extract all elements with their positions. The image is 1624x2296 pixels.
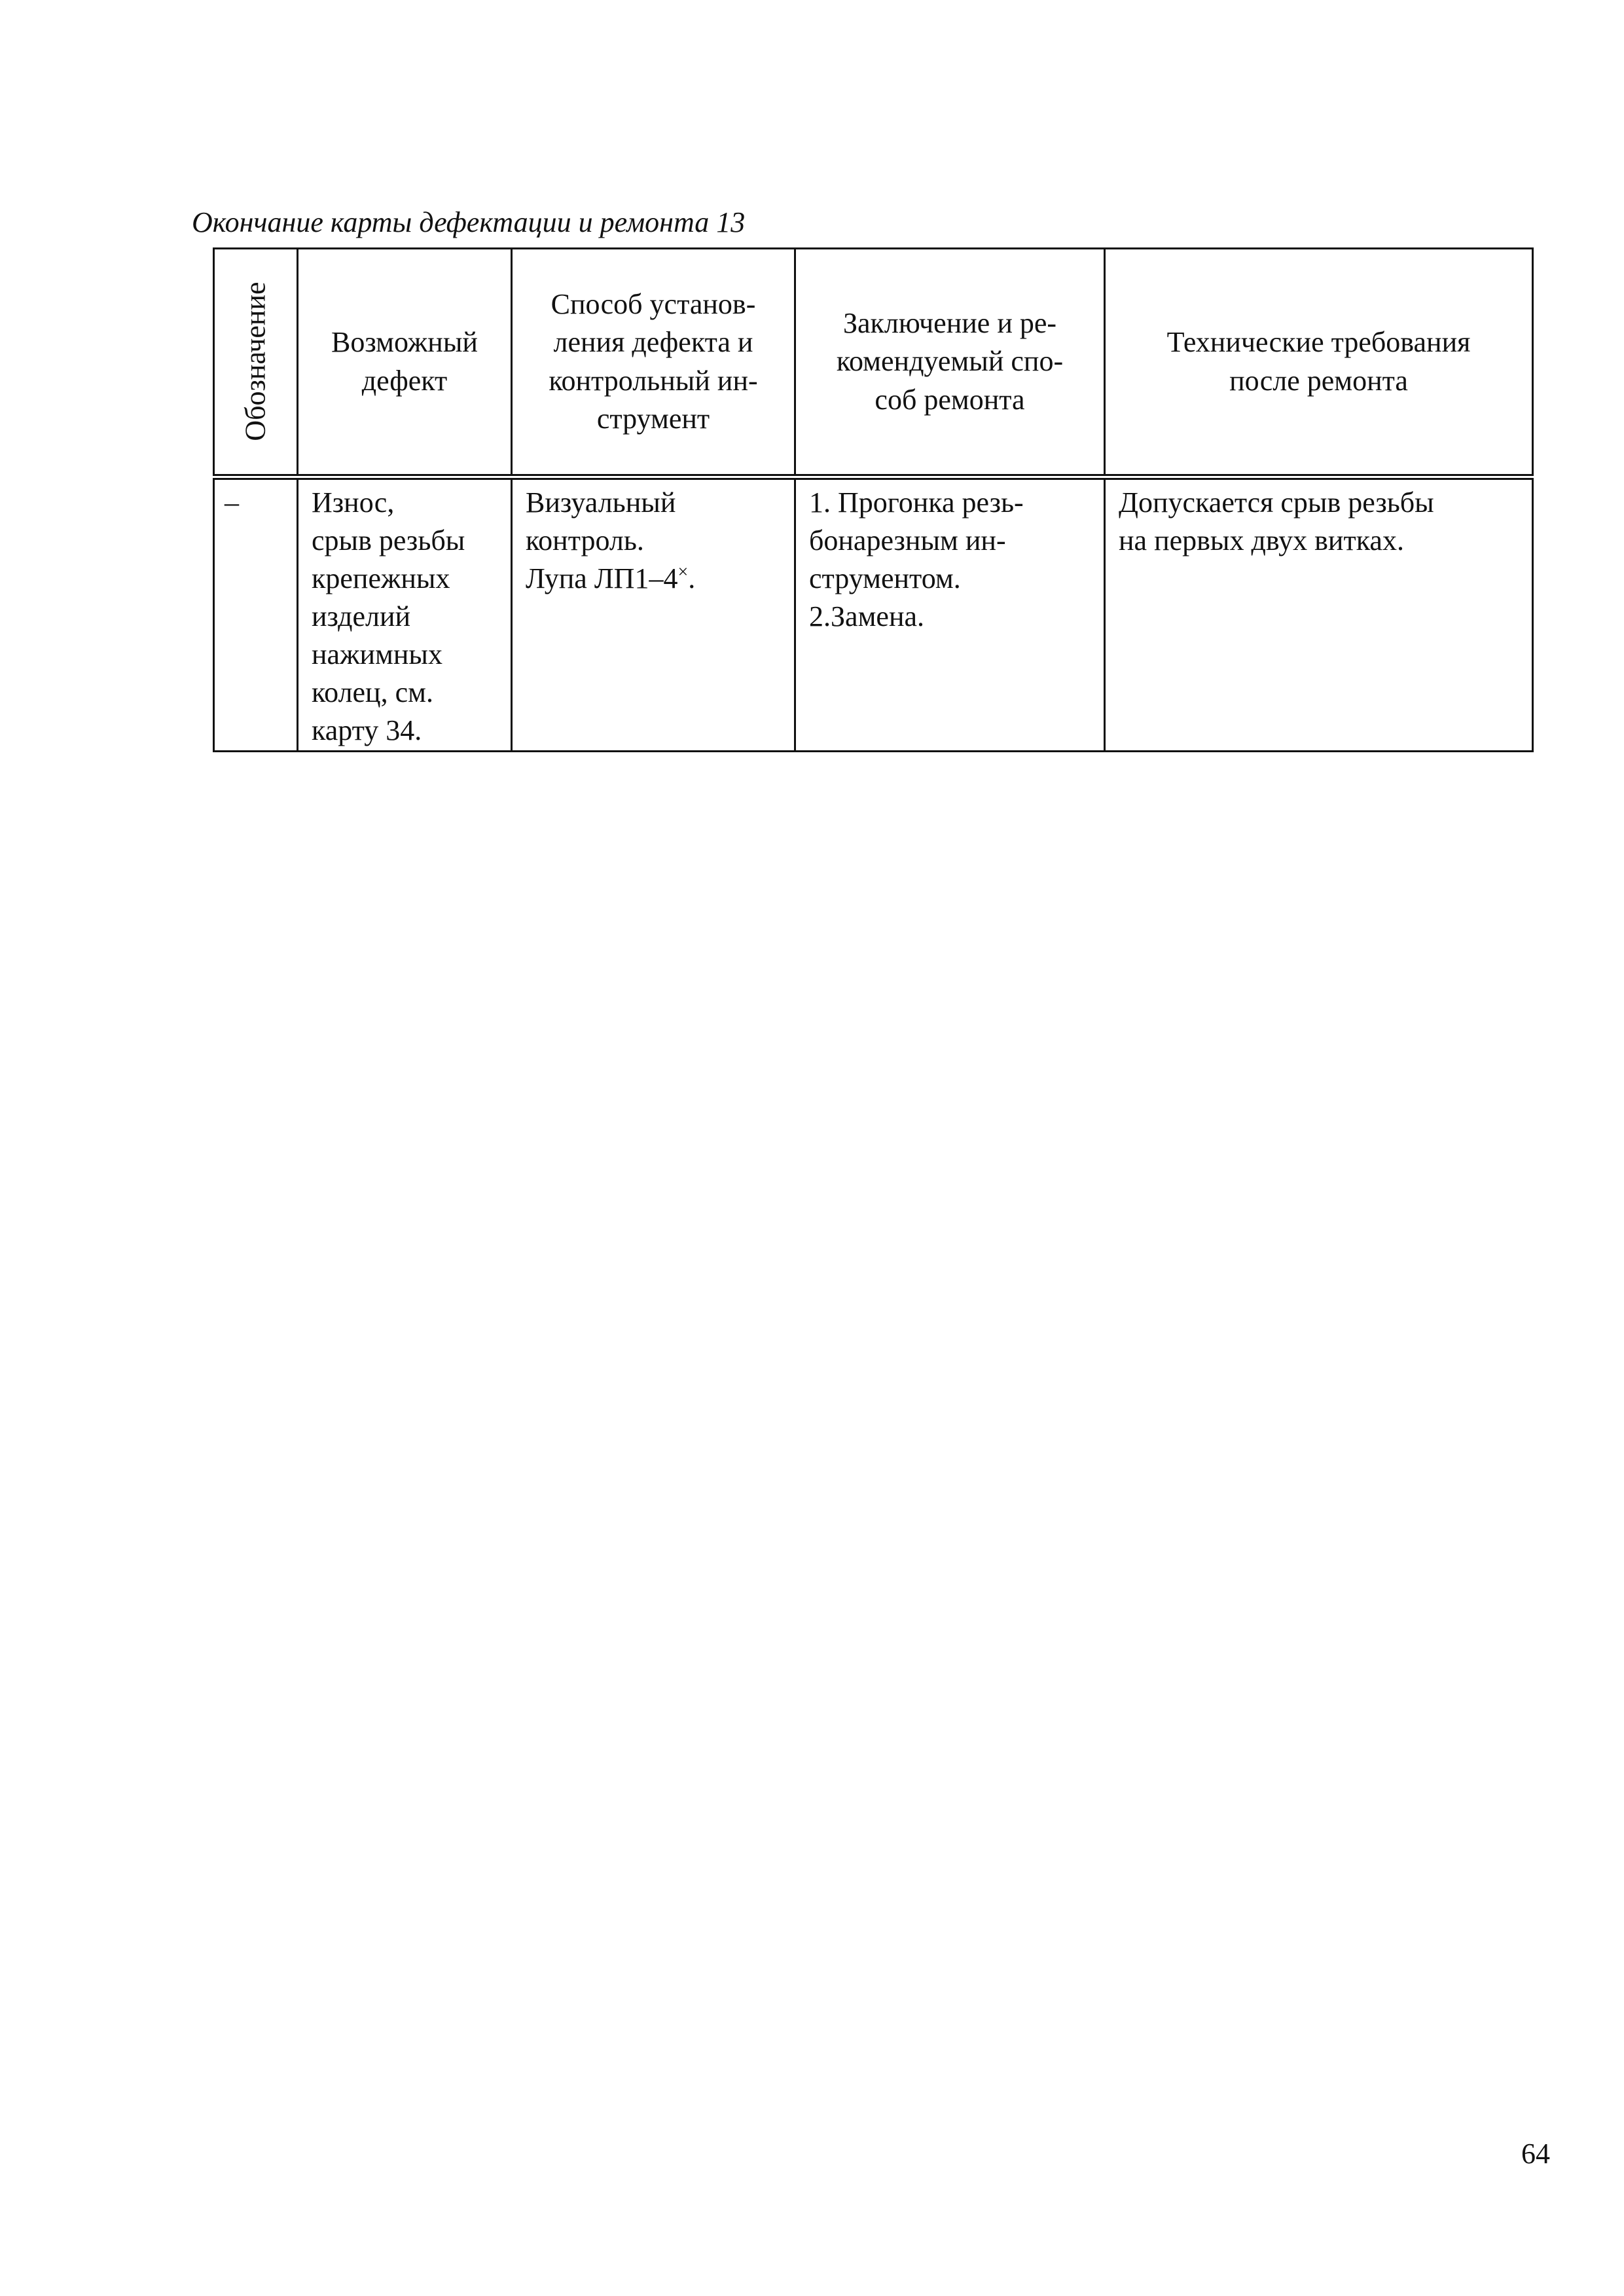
table-header-row <box>214 249 1533 477</box>
header-designation-label: Обозначение <box>239 282 272 442</box>
cell-defect-text: Износ, срыв резьбы крепежных изделий нажимных колец, см. карту 34. <box>312 486 465 747</box>
header-requirements <box>1105 249 1533 477</box>
header-defect-label: Возможный дефект <box>331 326 478 397</box>
cell-designation <box>214 477 298 752</box>
header-method-label: Способ установ- ления дефекта и контрольный ин- струмент <box>549 288 758 435</box>
cell-method-text: Визуальный контроль. Лупа ЛП1–4 <box>526 486 678 595</box>
header-designation <box>214 249 298 477</box>
header-conclusion-label: Заключение и ре- комендуемый спо- соб ремонта <box>836 307 1064 416</box>
table-caption: Окончание карты дефектации и ремонта 13 <box>192 206 746 238</box>
cell-defect <box>298 477 512 752</box>
cell-requirements <box>1105 477 1533 752</box>
defect-table <box>213 247 1534 752</box>
header-method <box>512 249 795 477</box>
cell-method-suffix: . <box>688 562 696 595</box>
header-conclusion <box>795 249 1105 477</box>
cell-method-superscript: × <box>677 562 689 583</box>
cell-conclusion <box>795 477 1105 752</box>
cell-conclusion-text: 1. Прогонка резь- бонарезным ин- струментом. 2.Замена. <box>809 486 1024 633</box>
header-requirements-label: Технические требования после ремонта <box>1166 326 1471 397</box>
cell-designation-text: – <box>225 486 239 519</box>
header-defect <box>298 249 512 477</box>
table-row <box>214 477 1533 752</box>
cell-requirements-text: Допускается срыв резьбы на первых двух витках. <box>1119 486 1434 557</box>
cell-method <box>512 477 795 752</box>
page-number: 64 <box>1521 2138 1550 2170</box>
